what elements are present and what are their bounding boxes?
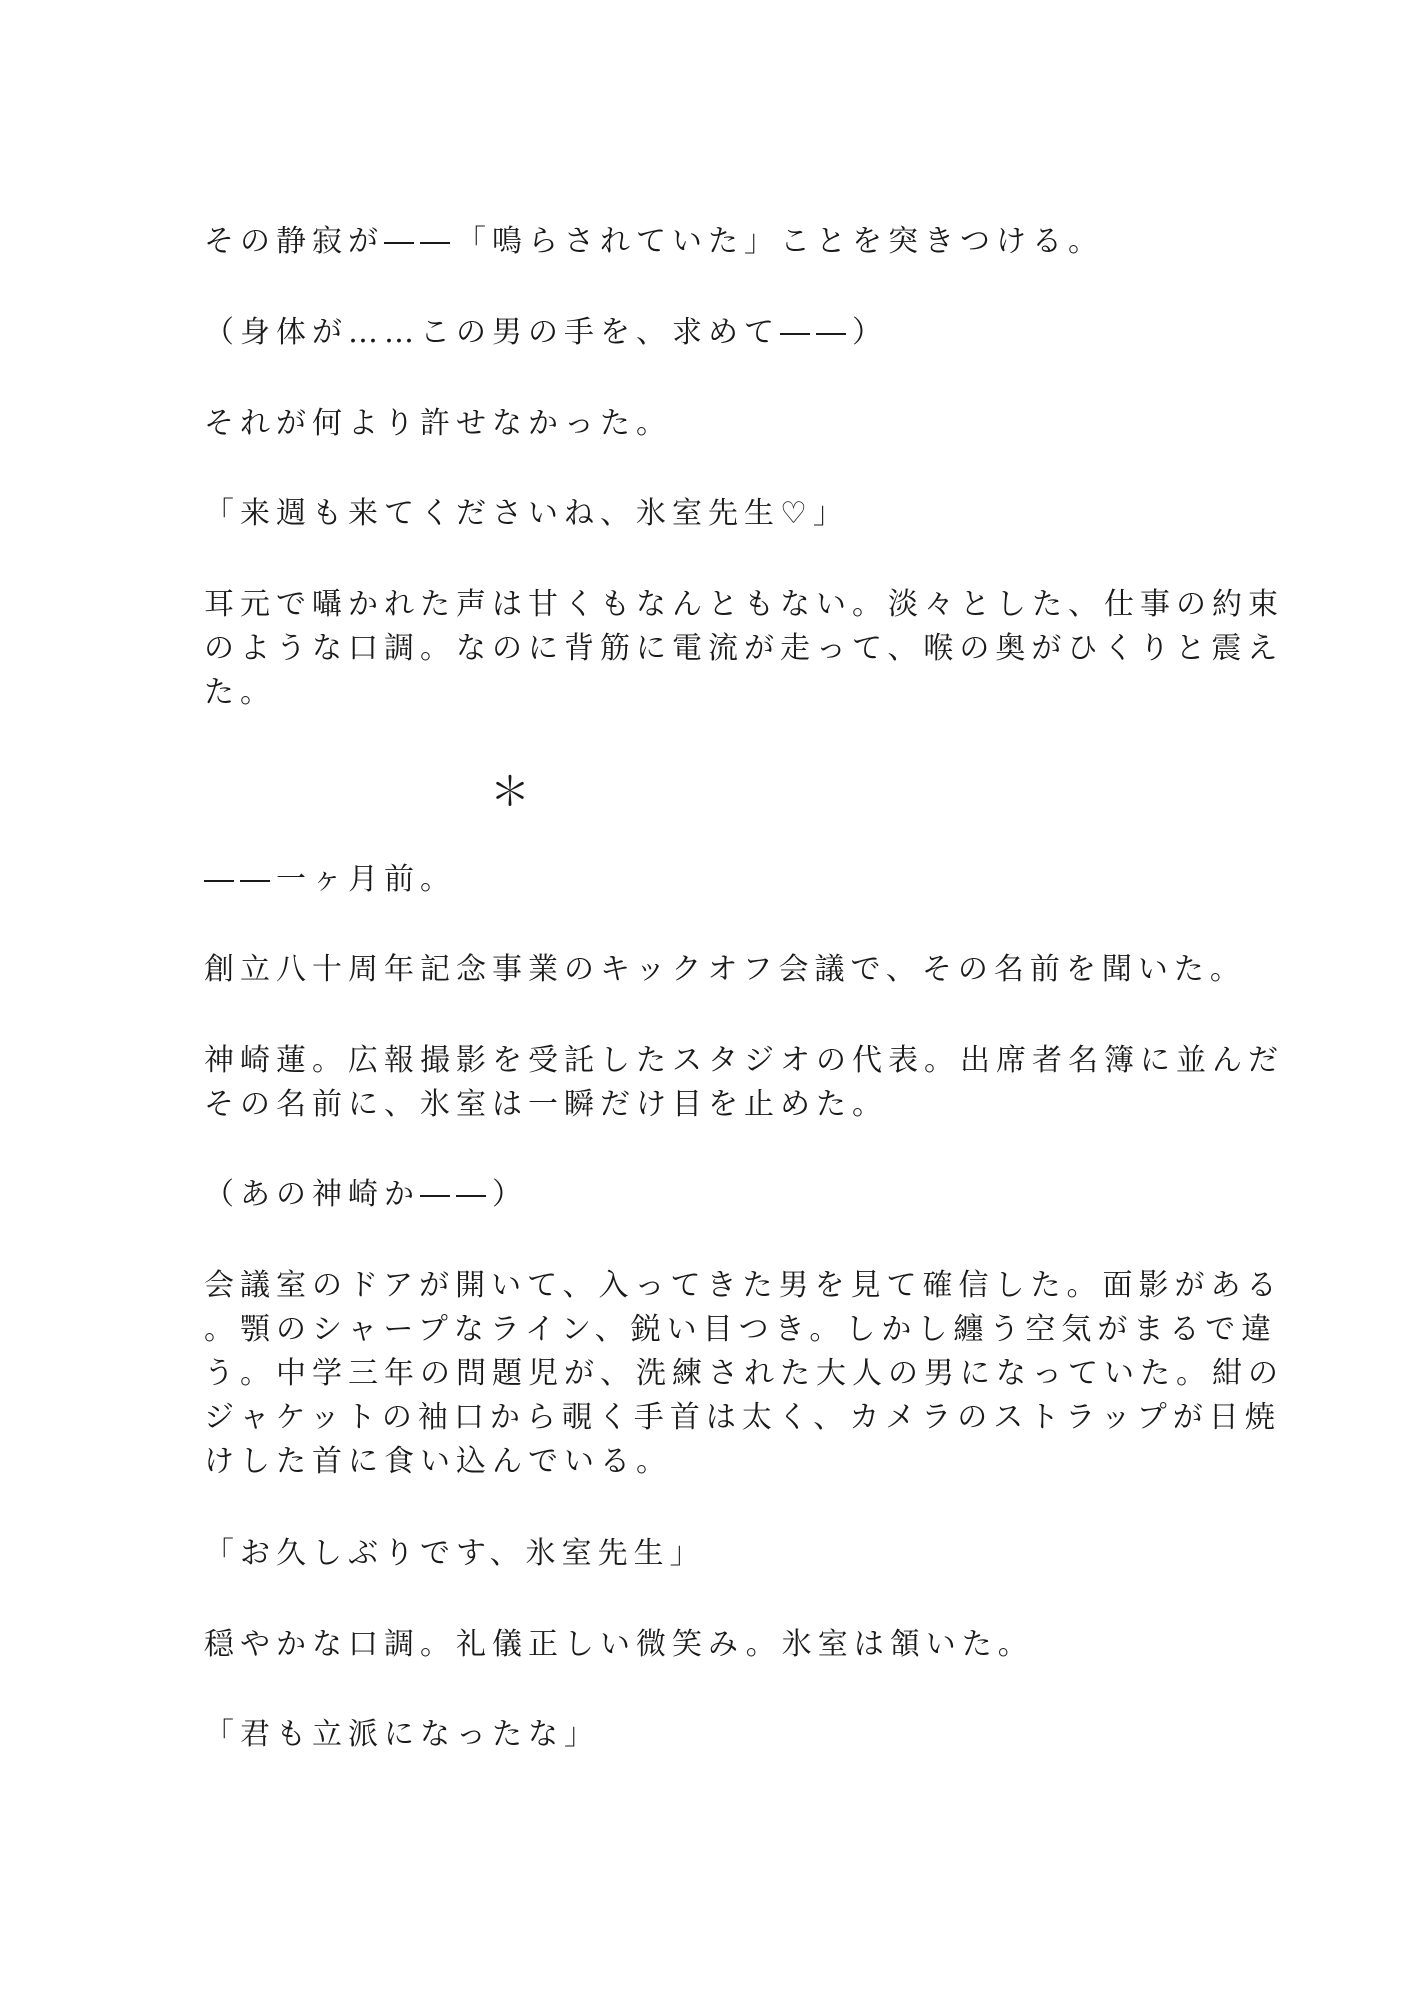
text-line: 耳元で囁かれた声は甘くもなんともない。淡々とした、仕事の約束 (204, 587, 1284, 622)
text-line: （身体が……この男の手を、求めて――） (204, 315, 888, 350)
text-line: 会議室のドアが開いて、入ってきた男を見て確信した。面影がある (204, 1268, 1283, 1303)
text-line: 。顎のシャープなライン、鋭い目つき。しかし纏う空気がまるで違 (204, 1312, 1278, 1347)
text-line: その名前に、氷室は一瞬だけ目を止めた。 (204, 1087, 888, 1122)
text-line: （あの神崎か――） (204, 1177, 528, 1212)
text-line: それが何より許せなかった。 (204, 406, 672, 441)
text-line: ――一ヶ月前。 (204, 862, 456, 897)
paragraph (204, 1532, 1214, 1576)
paragraph (204, 858, 1214, 902)
text-line: 創立八十周年記念事業のキックオフ会議で、その名前を聞いた。 (204, 952, 1246, 987)
text-line: う。中学三年の問題児が、洗練された大人の男になっていた。紺の (204, 1356, 1284, 1391)
text-line: ジャケットの袖口から覗く手首は太く、カメラのストラップが日焼 (204, 1400, 1281, 1435)
paragraph (204, 1264, 1284, 1484)
paragraph (204, 220, 1214, 264)
paragraph (204, 583, 1284, 715)
paragraph (204, 1039, 1284, 1127)
text-line: 神崎蓮。広報撮影を受託したスタジオの代表。出席者名簿に並んだ (204, 1043, 1284, 1078)
paragraph (204, 1623, 1214, 1667)
paragraph (204, 1173, 1214, 1217)
text-line: のような口調。なのに背筋に電流が走って、喉の奥がひくりと震え (204, 631, 1284, 666)
text-line: その静寂が――「鳴らされていた」ことを突きつける。 (204, 224, 1104, 259)
paragraph (204, 492, 1214, 536)
text-line: 「君も立派になったな」 (204, 1717, 600, 1752)
text-line: 穏やかな口調。礼儀正しい微笑み。氷室は頷いた。 (204, 1627, 1034, 1662)
paragraph (204, 1713, 1214, 1757)
paragraph (204, 402, 1214, 446)
scene-break: ＊ (490, 769, 530, 815)
paragraph (204, 948, 1246, 992)
text-line: 「来週も来てくださいね、氷室先生♡」 (204, 496, 849, 531)
text-line: た。 (204, 675, 276, 710)
text-line: 「お久しぶりです、氷室先生」 (204, 1536, 706, 1571)
text-line: けした首に食い込んでいる。 (204, 1444, 672, 1479)
paragraph (204, 311, 1214, 355)
